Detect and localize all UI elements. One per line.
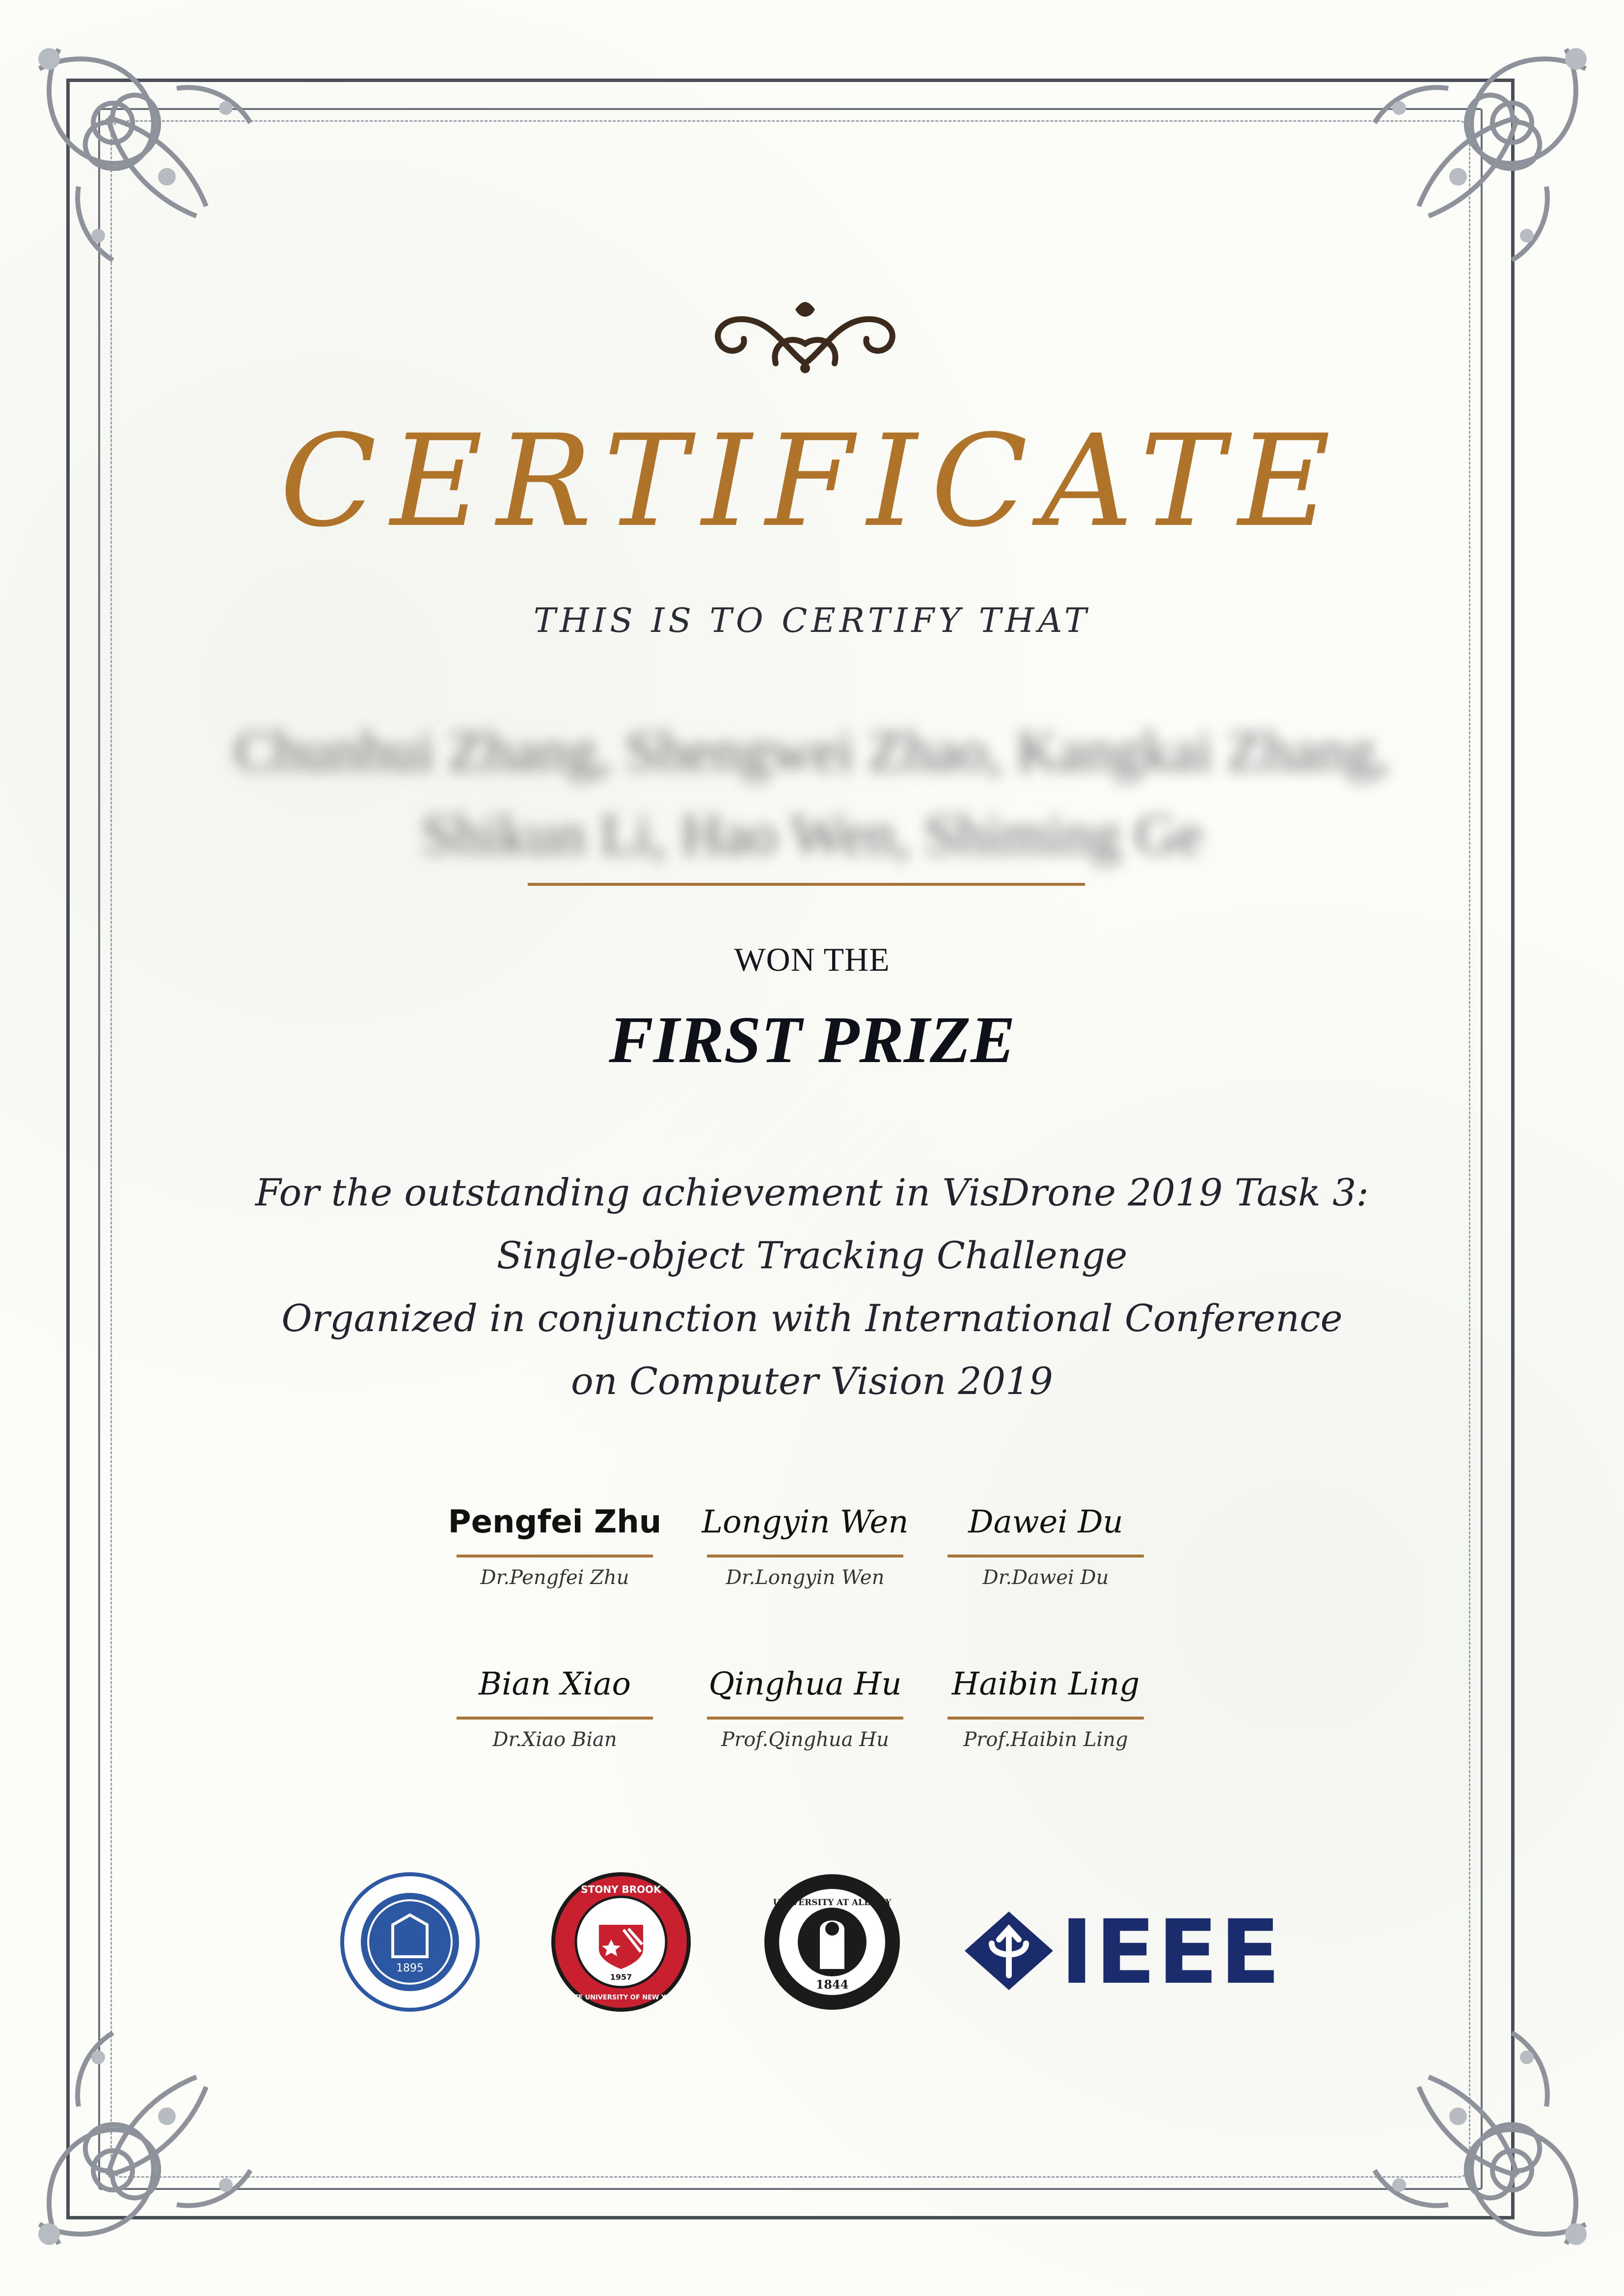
certify-line: THIS IS TO CERTIFY THAT	[533, 601, 1091, 640]
stony-brook-seal-icon	[550, 1871, 692, 2013]
signature-mark	[933, 1493, 1159, 1552]
seal-year: 1957	[610, 1972, 632, 1982]
albany-seal-icon	[761, 1871, 903, 2013]
flourish-ornament-icon	[697, 290, 913, 378]
signature-block	[933, 1493, 1159, 1589]
seal-bottom-text: STATE UNIVERSITY OF NEW YORK	[561, 1994, 681, 2001]
ieee-diamond-icon	[962, 1909, 1056, 1993]
corner-ornament-icon	[20, 2008, 275, 2264]
recipients-blurred	[0, 710, 1624, 876]
prize-title: FIRST PRIZE	[609, 1003, 1015, 1077]
seal-year: 1844	[815, 1977, 849, 1992]
corner-ornament-icon	[1350, 29, 1605, 285]
signature-block	[692, 1655, 918, 1751]
signature-line	[947, 1717, 1144, 1720]
signature-text: Pengfei Zhu	[448, 1504, 662, 1540]
signature-line	[707, 1555, 903, 1558]
signature-mark	[933, 1655, 1159, 1714]
signature-mark	[442, 1655, 668, 1714]
signature-line	[947, 1555, 1144, 1558]
seal-top-text: STONY BROOK	[581, 1884, 661, 1895]
corner-ornament-icon	[1350, 2008, 1605, 2264]
achievement-line: on Computer Vision 2019	[571, 1359, 1053, 1403]
signature-text: Haibin Ling	[951, 1666, 1140, 1702]
tianjin-university-seal-icon	[339, 1871, 481, 2013]
signatory-name: Dr.Pengfei Zhu	[480, 1566, 629, 1589]
achievement-line: Single-object Tracking Challenge	[496, 1233, 1128, 1277]
signature-mark	[442, 1493, 668, 1552]
signature-block	[692, 1493, 918, 1589]
won-the-label: WON THE	[734, 941, 890, 978]
signatory-name: Dr.Dawei Du	[982, 1566, 1109, 1589]
recipients-line: Shikun Li, Hao Wen, Shiming Ge	[421, 802, 1203, 867]
signature-text: Longyin Wen	[702, 1504, 909, 1540]
ieee-wordmark: IEEE	[1060, 1901, 1282, 2004]
signature-text: Bian Xiao	[479, 1666, 631, 1702]
seal-top-text: UNIVERSITY AT ALBANY	[773, 1898, 892, 1908]
recipient-underline	[528, 883, 1085, 886]
signature-text: Dawei Du	[968, 1504, 1123, 1540]
signatory-name: Dr.Longyin Wen	[726, 1566, 885, 1589]
signature-line	[707, 1717, 903, 1720]
signatory-name: Prof.Qinghua Hu	[721, 1728, 889, 1751]
signatory-name: Prof.Haibin Ling	[963, 1728, 1128, 1751]
ieee-logo-icon	[962, 1901, 1286, 2004]
signature-line	[457, 1717, 653, 1720]
achievement-text	[0, 1161, 1624, 1413]
signatory-name: Dr.Xiao Bian	[492, 1728, 617, 1751]
achievement-line: For the outstanding achievement in VisDrone 2019 Task 3:	[255, 1171, 1369, 1214]
signature-line	[457, 1555, 653, 1558]
signature-text: Qinghua Hu	[708, 1666, 902, 1702]
signature-block	[442, 1655, 668, 1751]
signature-mark	[692, 1655, 918, 1714]
signature-block	[933, 1655, 1159, 1751]
achievement-line: Organized in conjunction with International Conference	[281, 1296, 1343, 1340]
corner-ornament-icon	[20, 29, 275, 285]
certificate-title: CERTIFICATE	[279, 408, 1345, 555]
signature-mark	[692, 1493, 918, 1552]
seal-year: 1895	[396, 1962, 424, 1974]
recipients-line: Chunhui Zhang, Shengwei Zhao, Kangkai Zhang,	[234, 719, 1390, 783]
signature-block	[442, 1493, 668, 1589]
